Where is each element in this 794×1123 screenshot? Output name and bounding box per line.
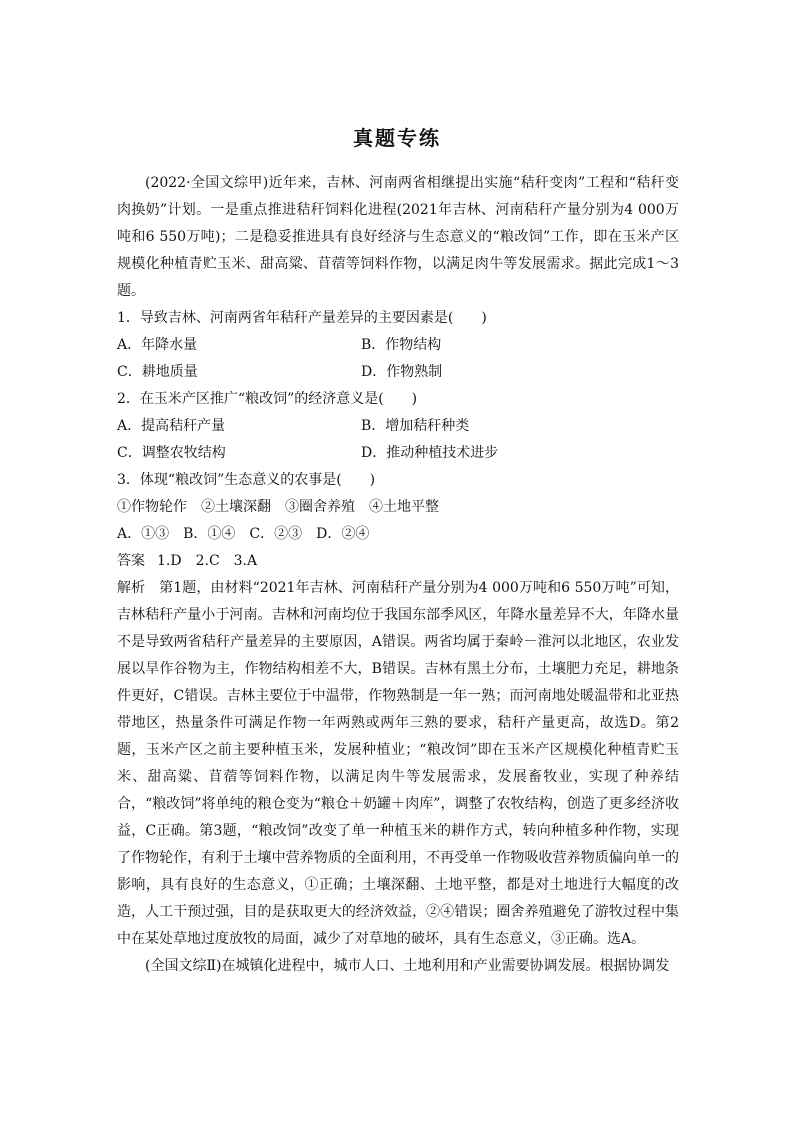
answer-line: [117, 548, 679, 575]
explanation-text: 第1题，由材料“2021年吉林、河南秸秆产量分别为4 000万吨和6 550万吨”可知，吉林秸秆产量小于河南。吉林和河南均位于我国东部季风区，年降水量差异不大，年降水量不是导致两省秸秆产量差异的主要原因，A错误。两省均属于秦岭－淮河以北地区，农业发展以旱作谷物为主，作物结构相差不大，B错误。吉林有黑土分布，土壤肥力充足，耕地条件更好，C错误。吉林主要位于中温带，作物熟制是一年一熟；而河南地处暖温带和北亚热带地区，热量条件可满足作物一年两熟或两年三熟的要求，秸秆产量更高，故选D。第2题，玉米产区之前主要种植玉米，发展种植业；“粮改饲”即在玉米产区规模化种植青贮玉米、甜高粱、苜蓿等饲料作物，以满足肉牛等发展需求，发展畜牧业，实现了种养结合，“粮改饲”将单纯的粮仓变为“粮仓＋奶罐＋肉库”，调整了农牧结构，创造了更多经济收益，C正确。第3题，“粮改饲”改变了单一种植玉米的耕作方式，转向种植多种作物，实现了作物轮作，有利于土壤中营养物质的全面利用，不再受单一作物吸收营养物质偏向单一的影响，具有良好的生态意义，①正确；土壤深翻、土地平整，都是对土地进行大幅度的改造，人工干预过强，目的是获取更大的经济效益，②④错误；圈舍养殖避免了游牧过程中集中在某处草地过度放牧的局面，减少了对草地的破坏，具有生态意义，③正确。选A。: [117, 580, 679, 947]
option-c: C．调整农牧结构: [117, 445, 226, 461]
option-c: C．耕地质量: [117, 364, 198, 380]
document-body: [117, 170, 679, 980]
options-row: [117, 332, 679, 359]
options-inline: A．①③ B．①④ C．②③ D．②④: [117, 526, 370, 542]
option-d: D．作物熟制: [361, 364, 443, 380]
option-a: A．年降水量: [117, 337, 198, 353]
question-items: ①作物轮作 ②土壤深翻 ③圈舍养殖 ④土地平整: [117, 499, 439, 515]
question-stem: 2．在玉米产区推广“粮改饲”的经济意义是( ): [117, 391, 418, 407]
question-1: [117, 305, 679, 386]
explanation-label: 解析: [117, 580, 146, 596]
question-2: [117, 386, 679, 467]
options-row: [117, 440, 679, 467]
question-stem: 3．体现“粮改饲”生态意义的农事是( ): [117, 472, 376, 488]
option-b: B．作物结构: [361, 337, 442, 353]
answer-text: 1.D 2.C 3.A: [157, 553, 258, 569]
answer-label: 答案: [117, 553, 145, 569]
next-material-intro: (全国文综Ⅱ)在城镇化进程中，城市人口、土地利用和产业需要协调发展。根据协调发: [145, 958, 670, 974]
option-b: B．增加秸秆种类: [361, 418, 470, 434]
explanation: [117, 575, 679, 953]
question-3: [117, 467, 679, 548]
option-a: A．提高秸秆产量: [117, 418, 226, 434]
material-intro: (2022·全国文综甲)近年来，吉林、河南两省相继提出实施“秸秆变肉”工程和“秸秆变肉换奶”计划。一是重点推进秸秆饲料化进程(2021年吉林、河南秸秆产量分别为4 000万吨和6 550万吨)；二是稳妥推进具有良好经济与生态意义的“粮改饲”工作，即在玉米产区规模化种植青贮玉米、甜高粱、苜蓿等饲料作物，以满足肉牛等发展需求。据此完成1～3题。: [117, 175, 679, 299]
option-d: D．推动种植技术进步: [361, 445, 499, 461]
question-stem: 1．导致吉林、河南两省年秸秆产量差异的主要因素是( ): [117, 310, 487, 326]
options-row: [117, 359, 679, 386]
options-row: [117, 413, 679, 440]
page-title: 真题专练: [353, 126, 441, 150]
